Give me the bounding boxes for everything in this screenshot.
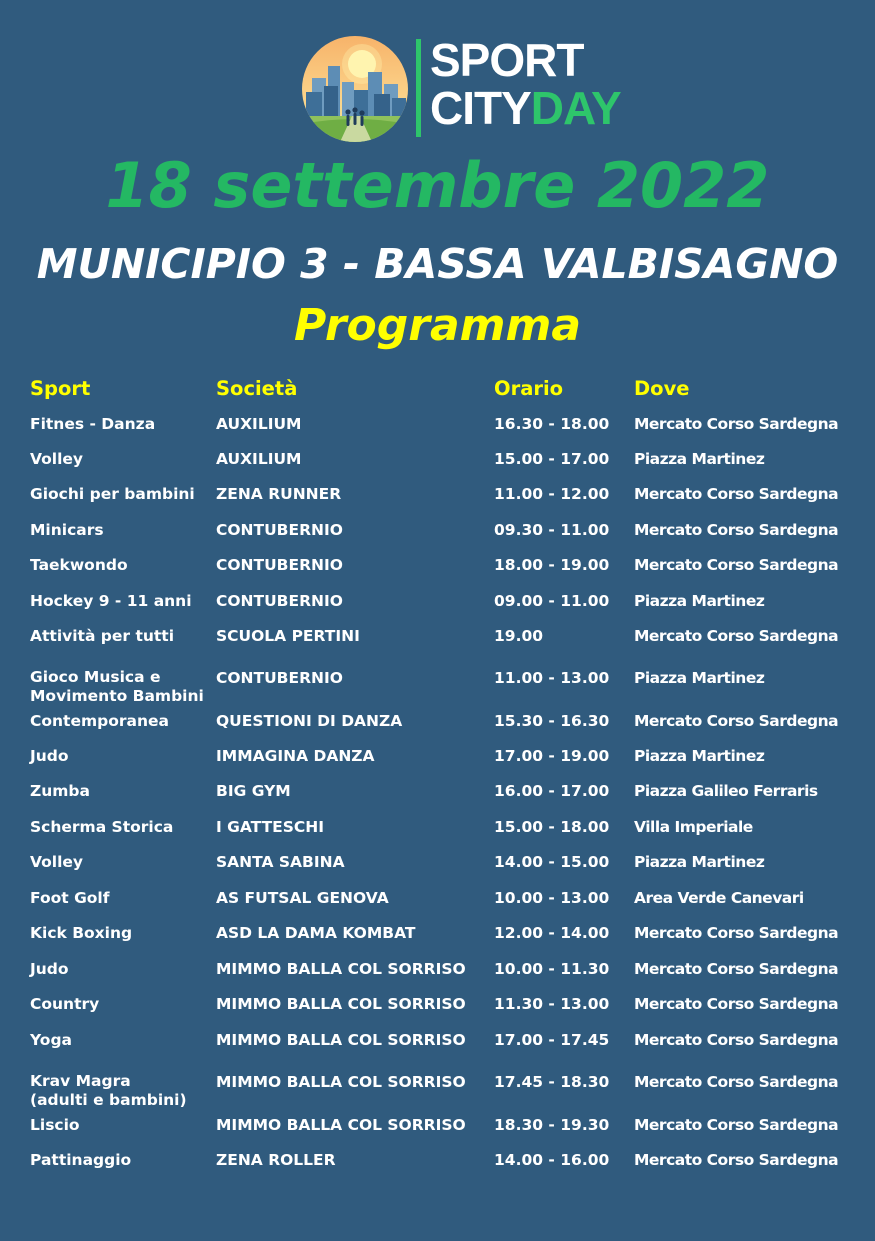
logo-city: CITY	[430, 82, 531, 134]
cell-orario: 10.00 - 11.30	[494, 959, 610, 978]
cell-sport: Contemporanea	[30, 711, 169, 730]
cell-societa: IMMAGINA DANZA	[216, 746, 375, 765]
logo-sport: SPORT	[430, 34, 584, 86]
cell-societa: I GATTESCHI	[216, 817, 325, 836]
header-societa: Società	[216, 376, 298, 400]
cell-dove: Mercato Corso Sardegna	[634, 626, 839, 645]
cell-orario: 14.00 - 15.00	[494, 852, 610, 871]
cell-societa: BIG GYM	[216, 781, 291, 800]
cell-sport-line2: (adulti e bambini)	[30, 1091, 187, 1109]
cell-societa: SCUOLA PERTINI	[216, 626, 360, 645]
cell-orario: 16.00 - 17.00	[494, 781, 610, 800]
cell-societa: CONTUBERNIO	[216, 591, 343, 610]
cell-dove: Piazza Galileo Ferraris	[634, 781, 818, 800]
cell-sport: Attività per tutti	[30, 626, 175, 645]
cell-dove: Piazza Martinez	[634, 746, 765, 765]
cell-orario: 11.00 - 12.00	[494, 484, 610, 503]
cell-dove: Mercato Corso Sardegna	[634, 414, 839, 433]
cell-orario: 15.30 - 16.30	[494, 711, 610, 730]
cell-sport: Judo	[30, 746, 69, 765]
municipio-title: MUNICIPIO 3 - BASSA VALBISAGNO	[36, 240, 839, 288]
cell-orario: 10.00 - 13.00	[494, 888, 610, 907]
event-date: 18 settembre 2022	[105, 149, 770, 222]
cell-dove: Piazza Martinez	[634, 591, 765, 610]
logo-day: DAY	[530, 82, 621, 134]
sport-city-day-logo	[302, 34, 621, 142]
cell-sport: Krav Magra	[30, 1072, 131, 1090]
cell-societa: QUESTIONI DI DANZA	[216, 711, 403, 730]
cell-dove: Mercato Corso Sardegna	[634, 520, 839, 539]
cell-dove: Villa Imperiale	[634, 817, 753, 836]
cell-sport: Foot Golf	[30, 888, 110, 907]
cell-dove: Mercato Corso Sardegna	[634, 959, 839, 978]
header-orario: Orario	[494, 376, 564, 400]
header-dove: Dove	[634, 376, 690, 400]
logo-wordmark	[430, 36, 621, 132]
logo-divider	[416, 39, 421, 137]
cell-orario: 09.00 - 11.00	[494, 591, 610, 610]
cell-orario: 14.00 - 16.00	[494, 1150, 610, 1169]
cell-societa: CONTUBERNIO	[216, 668, 343, 687]
cell-societa: MIMMO BALLA COL SORRISO	[216, 1072, 466, 1091]
cell-societa: CONTUBERNIO	[216, 555, 343, 574]
cell-dove: Mercato Corso Sardegna	[634, 1030, 839, 1049]
cell-sport: Minicars	[30, 520, 104, 539]
cell-sport: Yoga	[30, 1030, 73, 1049]
cell-societa: AUXILIUM	[216, 449, 302, 468]
cell-dove: Area Verde Canevari	[634, 888, 804, 907]
cell-dove: Mercato Corso Sardegna	[634, 555, 839, 574]
cell-orario: 09.30 - 11.00	[494, 520, 610, 539]
cell-sport: Kick Boxing	[30, 923, 133, 942]
cell-dove: Mercato Corso Sardegna	[634, 1115, 839, 1134]
cell-orario: 17.00 - 19.00	[494, 746, 610, 765]
cell-societa: ZENA RUNNER	[216, 484, 342, 503]
cell-societa: CONTUBERNIO	[216, 520, 343, 539]
cell-sport: Country	[30, 994, 100, 1013]
cell-orario: 19.00	[494, 626, 544, 645]
cell-societa: ASD LA DAMA KOMBAT	[216, 923, 416, 942]
cell-orario: 16.30 - 18.00	[494, 414, 610, 433]
cell-dove: Mercato Corso Sardegna	[634, 484, 839, 503]
city-skyline-icon	[302, 36, 408, 142]
header-sport: Sport	[30, 376, 91, 400]
cell-sport: Taekwondo	[30, 555, 128, 574]
cell-societa: AUXILIUM	[216, 414, 302, 433]
cell-dove: Piazza Martinez	[634, 668, 765, 687]
cell-sport: Hockey 9 - 11 anni	[30, 591, 192, 610]
cell-orario: 18.30 - 19.30	[494, 1115, 610, 1134]
cell-sport: Volley	[30, 852, 84, 871]
cell-sport: Scherma Storica	[30, 817, 174, 836]
cell-dove: Mercato Corso Sardegna	[634, 994, 839, 1013]
cell-societa: MIMMO BALLA COL SORRISO	[216, 959, 466, 978]
cell-sport: Liscio	[30, 1115, 80, 1134]
cell-societa: MIMMO BALLA COL SORRISO	[216, 1115, 466, 1134]
cell-orario: 17.45 - 18.30	[494, 1072, 610, 1091]
cell-sport: Gioco Musica e	[30, 668, 161, 686]
cell-sport: Giochi per bambini	[30, 484, 195, 503]
cell-orario: 11.00 - 13.00	[494, 668, 610, 687]
cell-societa: MIMMO BALLA COL SORRISO	[216, 994, 466, 1013]
cell-orario: 15.00 - 17.00	[494, 449, 610, 468]
cell-dove: Piazza Martinez	[634, 449, 765, 468]
cell-sport: Zumba	[30, 781, 90, 800]
cell-dove: Mercato Corso Sardegna	[634, 1072, 839, 1091]
cell-dove: Mercato Corso Sardegna	[634, 711, 839, 730]
cell-societa: AS FUTSAL GENOVA	[216, 888, 389, 907]
cell-orario: 15.00 - 18.00	[494, 817, 610, 836]
cell-dove: Piazza Martinez	[634, 852, 765, 871]
cell-sport-line2: Movimento Bambini	[30, 687, 204, 705]
cell-dove: Mercato Corso Sardegna	[634, 923, 839, 942]
cell-societa: MIMMO BALLA COL SORRISO	[216, 1030, 466, 1049]
programma-title: Programma	[293, 300, 582, 351]
cell-orario: 12.00 - 14.00	[494, 923, 610, 942]
cell-sport: Judo	[30, 959, 69, 978]
cell-orario: 11.30 - 13.00	[494, 994, 610, 1013]
cell-sport: Volley	[30, 449, 84, 468]
cell-sport: Fitnes - Danza	[30, 414, 156, 433]
cell-dove: Mercato Corso Sardegna	[634, 1150, 839, 1169]
cell-societa: ZENA ROLLER	[216, 1150, 336, 1169]
cell-orario: 17.00 - 17.45	[494, 1030, 610, 1049]
cell-orario: 18.00 - 19.00	[494, 555, 610, 574]
cell-societa: SANTA SABINA	[216, 852, 345, 871]
cell-sport: Pattinaggio	[30, 1150, 132, 1169]
